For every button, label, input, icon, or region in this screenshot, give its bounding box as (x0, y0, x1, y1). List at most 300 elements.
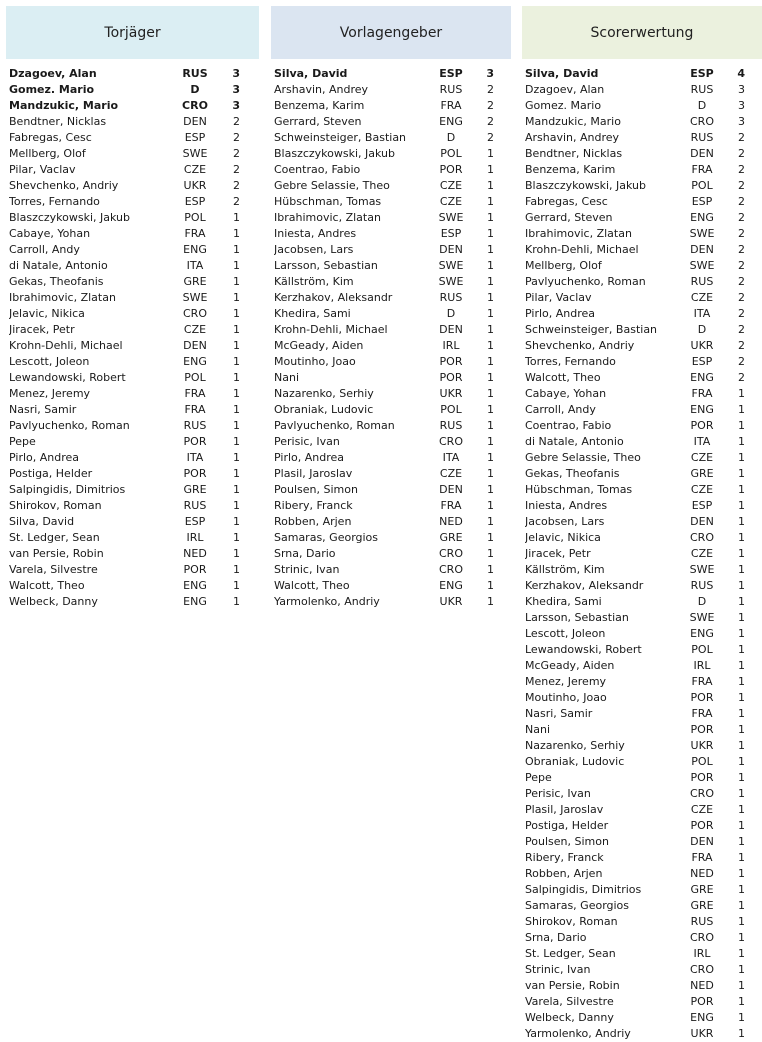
country-code: GRE (183, 483, 207, 496)
country-code: CRO (690, 787, 714, 800)
player-name: Torres, Fernando (525, 355, 616, 368)
stat-value: 1 (487, 307, 494, 320)
stat-value: 1 (738, 931, 745, 944)
player-name: Jiracek, Petr (525, 547, 591, 560)
list-item (6, 354, 259, 370)
country-code: RUS (439, 83, 463, 96)
stat-value: 1 (487, 515, 494, 528)
stat-value: 3 (738, 83, 745, 96)
list-item (271, 146, 511, 162)
list-item (6, 562, 259, 578)
country-code: GRE (690, 899, 714, 912)
player-name: Torres, Fernando (9, 195, 100, 208)
list-item (522, 834, 762, 850)
list-item (522, 514, 762, 530)
list-item (271, 418, 511, 434)
list-item (271, 482, 511, 498)
stat-value: 1 (738, 803, 745, 816)
list-item (522, 530, 762, 546)
torjaeger-header: Torjäger (6, 6, 259, 59)
list-item (522, 178, 762, 194)
player-name: Walcott, Theo (525, 371, 601, 384)
player-name: Kerzhakov, Aleksandr (525, 579, 644, 592)
stat-value: 1 (738, 755, 745, 768)
list-item (6, 386, 259, 402)
stat-value: 1 (487, 355, 494, 368)
list-item (522, 898, 762, 914)
list-item (6, 210, 259, 226)
list-item (6, 274, 259, 290)
player-name: Lewandowski, Robert (9, 371, 126, 384)
list-item (6, 306, 259, 322)
player-name: Dzagoev, Alan (525, 83, 605, 96)
torjaeger-list (6, 66, 259, 610)
player-name: Nani (525, 723, 550, 736)
list-item (271, 370, 511, 386)
stat-value: 1 (487, 403, 494, 416)
list-item (6, 418, 259, 434)
stat-value: 1 (233, 275, 240, 288)
country-code: UKR (439, 595, 463, 608)
stat-value: 1 (738, 675, 745, 688)
stat-value: 3 (738, 99, 745, 112)
player-name: Lewandowski, Robert (525, 643, 642, 656)
list-item (522, 274, 762, 290)
country-code: CRO (690, 931, 714, 944)
stat-value: 1 (738, 515, 745, 528)
country-code: RUS (183, 499, 207, 512)
stat-value: 1 (738, 1027, 745, 1040)
player-name: Krohn-Dehli, Michael (9, 339, 123, 352)
stat-value: 1 (487, 579, 494, 592)
list-item (522, 866, 762, 882)
list-item (6, 322, 259, 338)
stat-value: 1 (233, 467, 240, 480)
stat-value: 2 (233, 115, 240, 128)
country-code: CRO (439, 547, 463, 560)
stat-value: 1 (487, 259, 494, 272)
stat-value: 1 (738, 771, 745, 784)
country-code: CZE (183, 323, 207, 336)
list-item (522, 946, 762, 962)
stat-value: 1 (738, 435, 745, 448)
country-code: ENG (183, 595, 207, 608)
stat-value: 1 (738, 819, 745, 832)
player-name: Cabaye, Yohan (9, 227, 91, 240)
stat-value: 2 (738, 291, 745, 304)
player-name: Ribery, Franck (274, 499, 353, 512)
country-code: CRO (439, 563, 463, 576)
country-code: SWE (689, 227, 715, 240)
country-code: FRA (691, 163, 713, 176)
stat-value: 1 (233, 211, 240, 224)
player-name: Poulsen, Simon (525, 835, 609, 848)
list-item (271, 130, 511, 146)
stat-value: 1 (233, 291, 240, 304)
stat-value: 1 (738, 707, 745, 720)
stat-value: 2 (738, 371, 745, 384)
player-name: Krohn-Dehli, Michael (274, 323, 388, 336)
stat-value: 1 (233, 403, 240, 416)
list-item (522, 962, 762, 978)
list-item (522, 482, 762, 498)
list-item (6, 530, 259, 546)
list-item (522, 914, 762, 930)
country-code: CRO (439, 435, 463, 448)
player-name: Pirlo, Andrea (525, 307, 596, 320)
list-item (6, 194, 259, 210)
country-code: SWE (438, 275, 464, 288)
country-code: POL (691, 643, 713, 656)
list-item (522, 786, 762, 802)
stat-value: 2 (738, 195, 745, 208)
player-name: Gerrard, Steven (525, 211, 613, 224)
player-name: Pilar, Vaclav (9, 163, 76, 176)
player-name: Ibrahimovic, Zlatan (274, 211, 381, 224)
player-name: Obraniak, Ludovic (525, 755, 625, 768)
country-code: ENG (690, 627, 714, 640)
player-name: di Natale, Antonio (525, 435, 624, 448)
player-name: Khedira, Sami (274, 307, 351, 320)
country-code: DEN (183, 339, 207, 352)
list-item (522, 802, 762, 818)
stat-value: 2 (233, 131, 240, 144)
player-name: Larsson, Sebastian (525, 611, 629, 624)
stat-value: 1 (487, 163, 494, 176)
list-item (6, 450, 259, 466)
player-name: Fabregas, Cesc (9, 131, 92, 144)
player-name: Jacobsen, Lars (274, 243, 354, 256)
list-item (522, 194, 762, 210)
stat-value: 1 (233, 323, 240, 336)
country-code: ESP (691, 499, 713, 512)
stat-value: 1 (233, 419, 240, 432)
country-code: ESP (184, 195, 206, 208)
player-name: Poulsen, Simon (274, 483, 358, 496)
country-code: IRL (693, 659, 711, 672)
country-code: POR (439, 163, 463, 176)
country-code: POR (690, 995, 714, 1008)
stat-value: 2 (738, 147, 745, 160)
player-name: Lescott, Joleon (9, 355, 90, 368)
list-item (6, 66, 259, 82)
player-name: Khedira, Sami (525, 595, 602, 608)
list-item (522, 578, 762, 594)
vorlagengeber-header: Vorlagengeber (271, 6, 511, 59)
stat-value: 1 (233, 515, 240, 528)
player-name: Menez, Jeremy (525, 675, 607, 688)
stat-value: 1 (487, 547, 494, 560)
country-code: D (697, 99, 707, 112)
country-code: CRO (690, 963, 714, 976)
player-name: Welbeck, Danny (525, 1011, 614, 1024)
player-name: Samaras, Georgios (274, 531, 379, 544)
list-item (271, 82, 511, 98)
country-code: D (446, 131, 456, 144)
stat-value: 1 (738, 403, 745, 416)
scorerwertung-header: Scorerwertung (522, 6, 762, 59)
list-item (522, 818, 762, 834)
stat-value: 1 (487, 435, 494, 448)
country-code: IRL (693, 947, 711, 960)
country-code: SWE (438, 211, 464, 224)
list-item (271, 114, 511, 130)
stat-value: 1 (738, 899, 745, 912)
player-name: Pavlyuchenko, Roman (9, 419, 130, 432)
player-name: Varela, Silvestre (9, 563, 98, 576)
stat-value: 2 (487, 83, 494, 96)
list-item (6, 178, 259, 194)
player-name: Hübschman, Tomas (274, 195, 382, 208)
country-code: POL (184, 211, 206, 224)
country-code: FRA (691, 851, 713, 864)
country-code: CRO (690, 115, 714, 128)
stat-value: 2 (233, 179, 240, 192)
list-item (271, 594, 511, 610)
country-code: D (697, 595, 707, 608)
list-item (271, 98, 511, 114)
stat-value: 1 (738, 851, 745, 864)
stat-value: 1 (233, 547, 240, 560)
list-item (522, 674, 762, 690)
player-name: Gerrard, Steven (274, 115, 362, 128)
country-code: DEN (183, 115, 207, 128)
country-code: POR (690, 771, 714, 784)
stat-value: 1 (233, 243, 240, 256)
list-item (522, 146, 762, 162)
stat-value: 1 (738, 563, 745, 576)
player-name: Robben, Arjen (274, 515, 352, 528)
stat-value: 2 (487, 131, 494, 144)
country-code: SWE (689, 563, 715, 576)
country-code: SWE (438, 259, 464, 272)
country-code: SWE (182, 291, 208, 304)
country-code: ENG (183, 355, 207, 368)
player-name: McGeady, Aiden (525, 659, 615, 672)
list-item (522, 706, 762, 722)
stat-value: 2 (233, 147, 240, 160)
player-name: Nazarenko, Serhiy (525, 739, 625, 752)
player-name: Schweinsteiger, Bastian (525, 323, 658, 336)
stat-value: 2 (738, 275, 745, 288)
player-name: Perisic, Ivan (525, 787, 591, 800)
list-item (522, 978, 762, 994)
player-name: Pavlyuchenko, Roman (274, 419, 395, 432)
player-name: Silva, David (9, 515, 75, 528)
player-name: Shevchenko, Andriy (525, 339, 635, 352)
player-name: Postiga, Helder (9, 467, 93, 480)
country-code: RUS (182, 67, 208, 80)
country-code: CZE (690, 451, 714, 464)
country-code: SWE (182, 147, 208, 160)
list-item (271, 210, 511, 226)
scorerwertung-column (522, 6, 762, 1042)
list-item (522, 738, 762, 754)
list-item (271, 178, 511, 194)
list-item (522, 322, 762, 338)
country-code: UKR (690, 339, 714, 352)
stat-value: 1 (738, 419, 745, 432)
country-code: RUS (690, 275, 714, 288)
stat-value: 1 (738, 915, 745, 928)
player-name: Bendtner, Nicklas (9, 115, 107, 128)
country-code: POL (691, 179, 713, 192)
stat-value: 2 (738, 131, 745, 144)
country-code: RUS (690, 131, 714, 144)
stat-value: 1 (487, 419, 494, 432)
country-code: POR (690, 419, 714, 432)
stat-value: 1 (738, 995, 745, 1008)
list-item (6, 466, 259, 482)
stat-value: 1 (487, 323, 494, 336)
stat-value: 1 (738, 627, 745, 640)
player-name: Mellberg, Olof (525, 259, 602, 272)
list-item (6, 162, 259, 178)
stat-value: 1 (738, 739, 745, 752)
country-code: RUS (439, 419, 463, 432)
list-item (271, 162, 511, 178)
country-code: ESP (691, 195, 713, 208)
country-code: GRE (690, 467, 714, 480)
stat-value: 2 (487, 115, 494, 128)
player-name: Källström, Kim (525, 563, 605, 576)
list-item (271, 226, 511, 242)
player-name: Jelavic, Nikica (525, 531, 601, 544)
player-name: Gekas, Theofanis (525, 467, 620, 480)
player-name: Pirlo, Andrea (274, 451, 345, 464)
country-code: POR (439, 355, 463, 368)
player-name: Plasil, Jaroslav (274, 467, 353, 480)
list-item (6, 434, 259, 450)
stat-value: 3 (232, 99, 240, 112)
player-name: Strinic, Ivan (525, 963, 591, 976)
player-name: Iniesta, Andres (525, 499, 608, 512)
stat-value: 1 (738, 835, 745, 848)
stat-value: 1 (738, 691, 745, 704)
country-code: POL (184, 371, 206, 384)
player-name: Pirlo, Andrea (9, 451, 80, 464)
list-item (271, 530, 511, 546)
player-name: Varela, Silvestre (525, 995, 614, 1008)
stat-value: 1 (487, 531, 494, 544)
country-code: DEN (690, 835, 714, 848)
stat-value: 3 (232, 83, 240, 96)
country-code: POR (183, 467, 207, 480)
player-name: Shevchenko, Andriy (9, 179, 119, 192)
list-item (271, 338, 511, 354)
stat-value: 3 (232, 67, 240, 80)
list-item (522, 162, 762, 178)
player-name: Gebre Selassie, Theo (274, 179, 390, 192)
country-code: CZE (183, 163, 207, 176)
player-name: Fabregas, Cesc (525, 195, 608, 208)
player-name: Blaszczykowski, Jakub (9, 211, 131, 224)
list-item (522, 850, 762, 866)
country-code: CRO (182, 99, 208, 112)
list-item (522, 658, 762, 674)
country-code: DEN (439, 323, 463, 336)
country-code: ENG (690, 211, 714, 224)
player-name: Strinic, Ivan (274, 563, 340, 576)
stat-value: 1 (738, 579, 745, 592)
player-name: Pavlyuchenko, Roman (525, 275, 646, 288)
list-item (6, 578, 259, 594)
stat-value: 1 (233, 483, 240, 496)
list-item (522, 994, 762, 1010)
country-code: ESP (691, 355, 713, 368)
country-code: DEN (439, 243, 463, 256)
player-name: Ibrahimovic, Zlatan (525, 227, 632, 240)
stat-value: 1 (233, 435, 240, 448)
player-name: Gomez. Mario (525, 99, 602, 112)
list-item (271, 242, 511, 258)
list-item (6, 482, 259, 498)
country-code: DEN (690, 515, 714, 528)
stat-value: 1 (487, 595, 494, 608)
country-code: FRA (440, 99, 462, 112)
country-code: RUS (690, 579, 714, 592)
stat-value: 1 (487, 467, 494, 480)
scorerwertung-list (522, 66, 762, 1042)
country-code: POL (691, 755, 713, 768)
list-item (522, 114, 762, 130)
list-item (522, 466, 762, 482)
stat-value: 1 (738, 1011, 745, 1024)
country-code: DEN (439, 483, 463, 496)
list-item (271, 290, 511, 306)
country-code: ENG (183, 243, 207, 256)
stat-value: 2 (233, 163, 240, 176)
stat-value: 1 (738, 643, 745, 656)
stat-value: 1 (738, 979, 745, 992)
country-code: FRA (691, 387, 713, 400)
player-name: Blaszczykowski, Jakub (274, 147, 396, 160)
stat-value: 1 (233, 339, 240, 352)
country-code: GRE (439, 531, 463, 544)
stat-value: 2 (738, 259, 745, 272)
country-code: RUS (439, 291, 463, 304)
list-item (271, 386, 511, 402)
player-name: Walcott, Theo (9, 579, 85, 592)
country-code: FRA (691, 675, 713, 688)
stat-value: 1 (233, 563, 240, 576)
player-name: Jiracek, Petr (9, 323, 75, 336)
stat-value: 1 (738, 659, 745, 672)
country-code: ITA (693, 435, 711, 448)
list-item (522, 546, 762, 562)
player-name: Mandzukic, Mario (525, 115, 621, 128)
stat-value: 1 (738, 499, 745, 512)
country-code: D (190, 83, 200, 96)
country-code: POL (440, 403, 462, 416)
country-code: CRO (690, 531, 714, 544)
list-item (522, 722, 762, 738)
list-item (522, 450, 762, 466)
player-name: St. Ledger, Sean (9, 531, 100, 544)
list-item (522, 418, 762, 434)
player-name: Iniesta, Andres (274, 227, 357, 240)
country-code: ESP (439, 67, 463, 80)
stat-value: 1 (487, 227, 494, 240)
country-code: FRA (184, 403, 206, 416)
player-name: Carroll, Andy (525, 403, 596, 416)
country-code: FRA (184, 227, 206, 240)
stat-value: 1 (487, 211, 494, 224)
stat-value: 1 (738, 387, 745, 400)
player-name: Shirokov, Roman (525, 915, 618, 928)
country-code: POR (439, 371, 463, 384)
player-name: Pepe (9, 435, 36, 448)
